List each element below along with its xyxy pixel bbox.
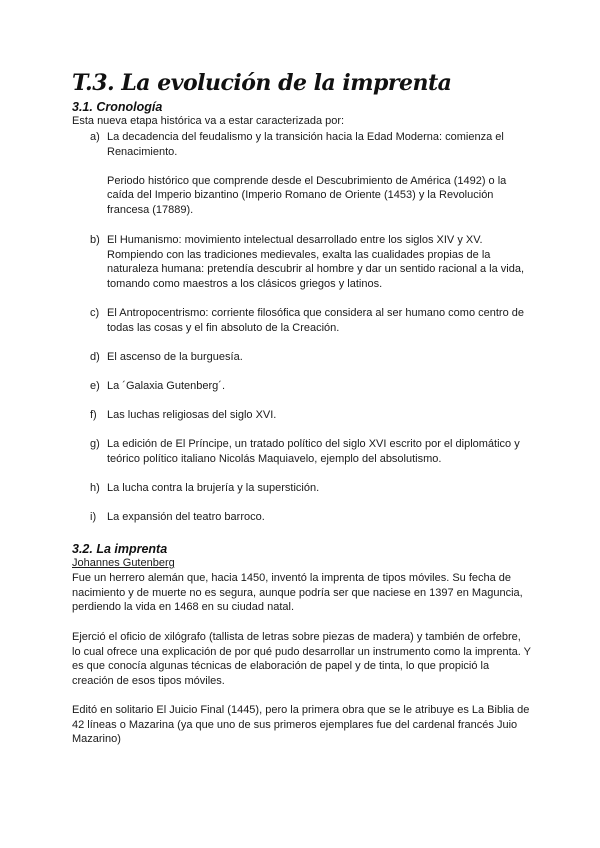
section-heading-imprenta: 3.2. La imprenta xyxy=(72,542,168,556)
list-text: El ascenso de la burguesía. xyxy=(107,351,243,363)
list-text: El Humanismo: movimiento intelectual desarrollado entre los siglos XIV y XV. Rompiendo con las tradiciones medievales, exalta las cualidades propias de la naturaleza humana: pretendía descubrir al hombre y dar un sentido racional a la vida, tomando como maestros a los clásicos griegos y latinos. xyxy=(107,234,525,290)
list-text: La decadencia del feudalismo y la transición hacia la Edad Moderna: comienza el Renacimiento. xyxy=(107,131,504,158)
list-item-d xyxy=(90,350,530,365)
list-label: g) xyxy=(90,438,100,450)
list-text: El Antropocentrismo: corriente filosófica que considera al ser humano como centro de todas las cosas y el fin absoluto de la Creación. xyxy=(107,307,524,334)
paragraph-2: Ejerció el oficio de xilógrafo (tallista de letras sobre piezas de madera) y también de orfebre, lo cual ofrece una explicación de por qué pudo desarrollar un instrumento como la imprenta. Y es que conocía algunas técnicas de elaboración de papel y de tinta, lo que propició la creación de esos tipos móviles. xyxy=(72,631,531,687)
section-heading-cronologia: 3.1. Cronología xyxy=(72,100,163,114)
list-text: La ´Galaxia Gutenberg´. xyxy=(107,380,226,392)
list-text: La expansión del teatro barroco. xyxy=(107,511,265,523)
section-intro: Esta nueva etapa histórica va a estar caracterizada por: xyxy=(72,115,345,127)
list-item-h xyxy=(90,481,530,496)
list-item-g xyxy=(90,437,530,466)
paragraph-1: Fue un herrero alemán que, hacia 1450, inventó la imprenta de tipos móviles. Su fecha de nacimiento y de muerte no es segura, aunque podría ser que naciese en 1397 en Maguncia, perdiendo la vida en 1468 en su ciudad natal. xyxy=(72,572,523,614)
list-item-e xyxy=(90,379,530,394)
list-extra: Periodo histórico que comprende desde el Descubrimiento de América (1492) o la caída del Imperio bizantino (Imperio Romano de Oriente (1453) y la Revolución francesa (17889). xyxy=(107,174,507,216)
list-item-c xyxy=(90,306,530,335)
list-label: h) xyxy=(90,482,100,494)
subheading-gutenberg: Johannes Gutenberg xyxy=(72,557,175,569)
list-item-i xyxy=(90,510,530,525)
list-text: La lucha contra la brujería y la superstición. xyxy=(107,482,320,494)
paragraph-3: Editó en solitario El Juicio Final (1445), pero la primera obra que se le atribuye es La Biblia de 42 líneas o Mazarina (ya que uno de sus primeros ejemplares fue del cardenal francés Juio Mazarino) xyxy=(72,704,530,746)
list-label: a) xyxy=(90,131,100,143)
page-title: T.3. La evolución de la imprenta xyxy=(72,70,452,96)
list-item-b xyxy=(90,233,530,291)
list-text: La edición de El Príncipe, un tratado político del siglo XVI escrito por el diplomático y teórico político italiano Nicolás Maquiavelo, ejemplo del absolutismo. xyxy=(107,438,520,465)
list-item-a xyxy=(90,130,530,218)
list-item-f xyxy=(90,408,530,423)
list-label: i) xyxy=(90,511,97,523)
list-label: e) xyxy=(90,380,100,392)
list-label: f) xyxy=(90,409,97,421)
list-label: b) xyxy=(90,234,100,246)
list-label: d) xyxy=(90,351,100,363)
list-text: Las luchas religiosas del siglo XVI. xyxy=(107,409,277,421)
list-label: c) xyxy=(90,307,100,319)
